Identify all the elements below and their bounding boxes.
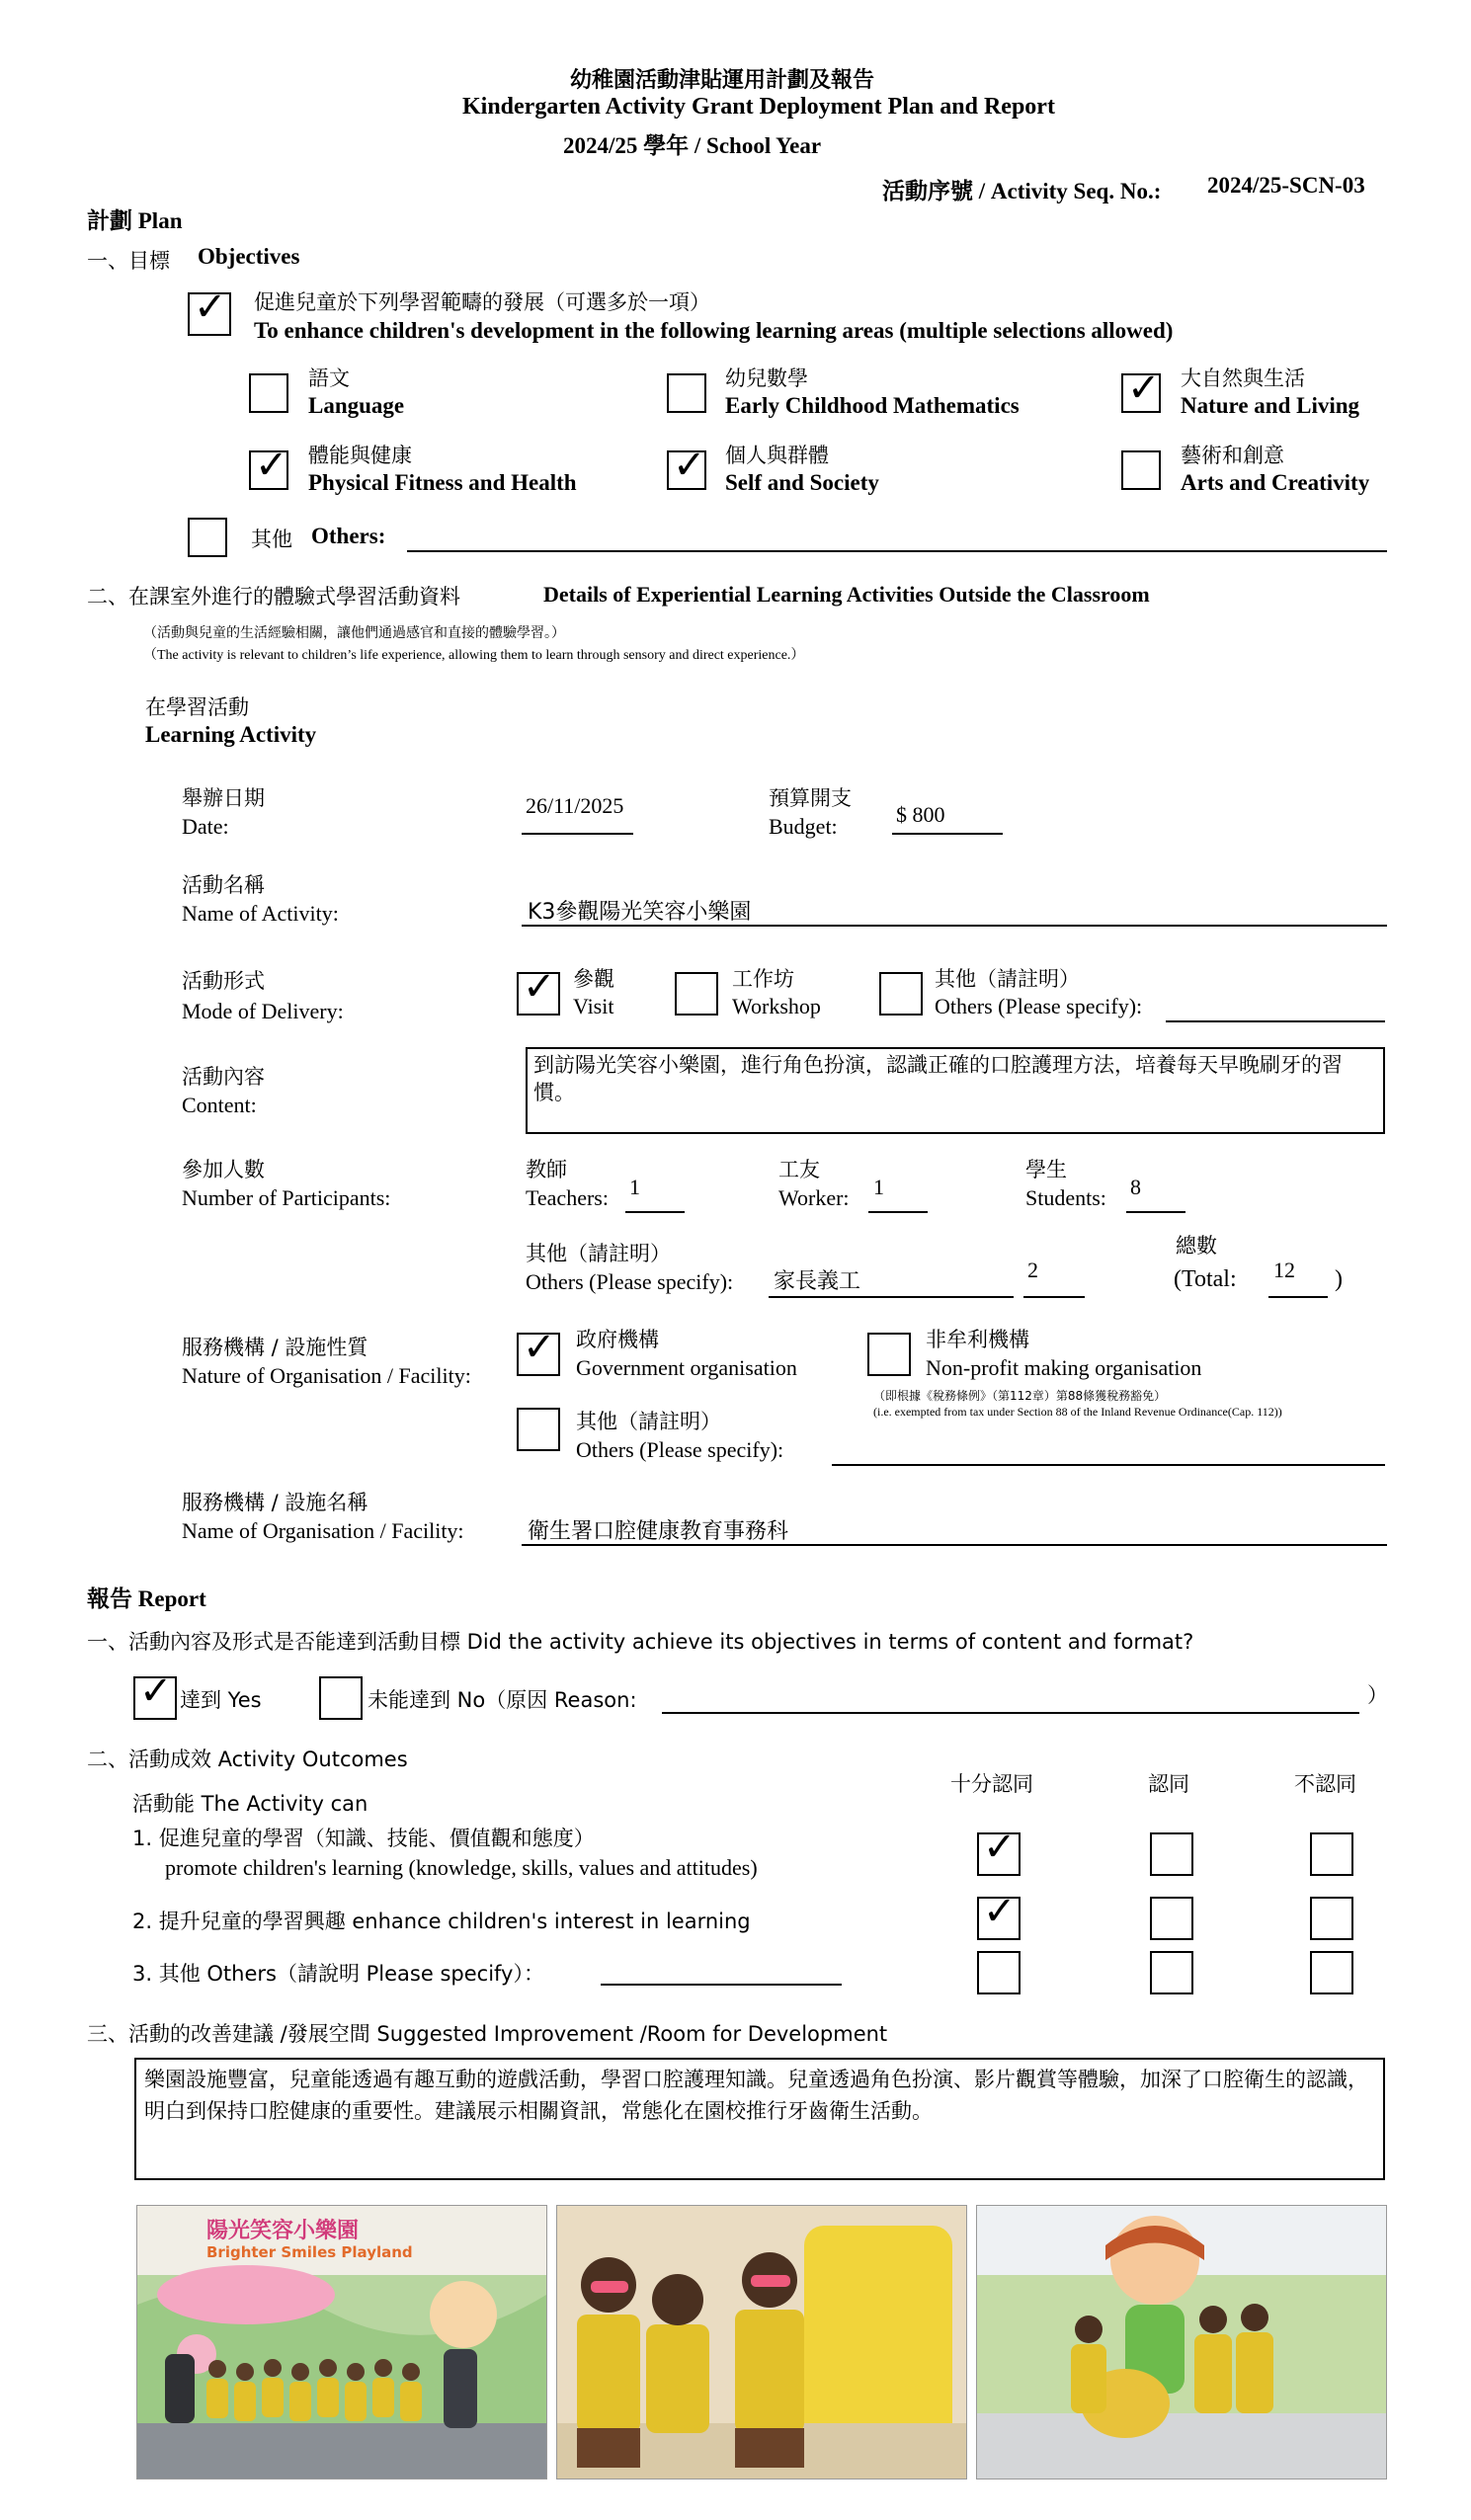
outcome-1-strong-checkbox[interactable]: ✓ — [977, 1832, 1021, 1876]
content-en: Content: — [182, 1093, 257, 1117]
area-math-zh: 幼兒數學 — [725, 366, 808, 390]
plan-heading: 計劃 Plan — [87, 208, 183, 233]
mode-visit-zh: 參觀 — [573, 967, 614, 991]
photo-mascot — [976, 2205, 1387, 2479]
outcome-2-agree-checkbox[interactable] — [1150, 1897, 1193, 1940]
students-line — [1126, 1211, 1185, 1213]
outcome-1-disagree-checkbox[interactable] — [1310, 1832, 1353, 1876]
no-reason-line[interactable] — [662, 1712, 1359, 1714]
mode-en: Mode of Delivery: — [182, 999, 344, 1023]
date-line — [522, 833, 633, 835]
date-zh: 舉辦日期 — [182, 786, 265, 810]
teachers-line — [625, 1211, 685, 1213]
worker-value[interactable]: 1 — [873, 1175, 884, 1199]
activity-name-value[interactable]: K3參觀陽光笑容小樂園 — [528, 900, 752, 925]
improve-heading: 三、活動的改善建議 /發展空間 Suggested Improvement /Room for Development — [87, 2022, 888, 2046]
content-value: 到訪陽光笑容小樂園，進行角色扮演，認識正確的口腔護理方法，培養每天早晚刷牙的習慣。 — [533, 1053, 1343, 1104]
org-gov-checkbox[interactable]: ✓ — [517, 1333, 560, 1376]
details-heading-en: Details of Experiential Learning Activities Outside the Classroom — [543, 582, 1150, 607]
content-zh: 活動內容 — [182, 1065, 265, 1089]
outcome-3-agree-checkbox[interactable] — [1150, 1951, 1193, 1994]
mode-workshop-en: Workshop — [732, 994, 821, 1018]
outcome-1-zh: 1. 促進兒童的學習（知識、技能、價值觀和態度） — [132, 1827, 595, 1850]
mode-visit-en: Visit — [573, 994, 614, 1018]
teachers-zh: 教師 — [526, 1158, 567, 1181]
activity-name-zh: 活動名稱 — [182, 873, 265, 897]
students-zh: 學生 — [1025, 1158, 1067, 1181]
mode-visit-checkbox[interactable]: ✓ — [517, 972, 560, 1016]
budget-value[interactable]: $ 800 — [896, 802, 945, 827]
details-heading-zh: 二、在課室外進行的體驗式學習活動資料 — [87, 585, 460, 609]
org-gov-en: Government organisation — [576, 1355, 797, 1380]
activity-name-line — [522, 925, 1387, 927]
mode-workshop-zh: 工作坊 — [732, 967, 794, 991]
photo-group-sign — [136, 2205, 547, 2479]
objectives-heading-en: Objectives — [198, 244, 300, 269]
total-zh: 總數 — [1176, 1234, 1217, 1258]
outcome-2: 2. 提升兒童的學習興趣 enhance children's interest in learning — [132, 1910, 751, 1933]
yes-checkbox[interactable]: ✓ — [133, 1676, 177, 1720]
budget-en: Budget: — [769, 814, 838, 839]
seq-value: 2024/25-SCN-03 — [1207, 173, 1365, 198]
no-close: ） — [1367, 1683, 1388, 1707]
outcome-2-strong-checkbox[interactable]: ✓ — [977, 1897, 1021, 1940]
area-fitness-zh: 體能與健康 — [308, 444, 412, 467]
org-nature-zh: 服務機構 / 設施性質 — [182, 1336, 368, 1359]
org-other-line[interactable] — [832, 1464, 1385, 1466]
outcome-2-disagree-checkbox[interactable] — [1310, 1897, 1353, 1940]
enhance-en: To enhance children's development in the following learning areas (multiple selections allowed) — [254, 318, 1174, 343]
mode-others-line[interactable] — [1166, 1020, 1385, 1022]
org-nonprofit-note-en: (i.e. exempted from tax under Section 88 of the Inland Revenue Ordinance(Cap. 112)) — [873, 1405, 1282, 1419]
area-language-checkbox[interactable] — [249, 373, 288, 413]
mode-others-zh: 其他（請註明） — [935, 967, 1080, 991]
objectives-others-line[interactable] — [407, 550, 1387, 552]
worker-line — [868, 1211, 928, 1213]
org-nonprofit-note-zh: （即根據《稅務條例》（第112章）第88條獲稅務豁免） — [873, 1389, 1167, 1403]
area-language-en: Language — [308, 393, 405, 418]
enhance-checkbox[interactable]: ✓ — [188, 292, 231, 336]
area-language-zh: 語文 — [308, 366, 350, 390]
mode-zh: 活動形式 — [182, 969, 265, 993]
col-disagree: 不認同 — [1294, 1772, 1356, 1796]
others-participants-line — [769, 1296, 1014, 1298]
others-participants-text[interactable]: 家長義工 — [774, 1269, 861, 1294]
outcome-3-disagree-checkbox[interactable] — [1310, 1951, 1353, 1994]
learning-activity-en: Learning Activity — [145, 722, 317, 747]
total-value[interactable]: 12 — [1273, 1258, 1295, 1282]
details-note-en: （The activity is relevant to children’s life experience, allowing them to learn through sensory and direct experience.） — [143, 648, 805, 663]
org-name-zh: 服務機構 / 設施名稱 — [182, 1491, 368, 1514]
improve-box[interactable] — [134, 2058, 1385, 2180]
school-year: 2024/25 學年 / School Year — [563, 133, 822, 158]
mode-others-checkbox[interactable] — [879, 972, 923, 1016]
others-participants-value[interactable]: 2 — [1027, 1258, 1038, 1282]
photo-role-play — [556, 2205, 967, 2479]
org-nature-en: Nature of Organisation / Facility: — [182, 1363, 471, 1388]
org-other-en: Others (Please specify): — [576, 1437, 784, 1462]
teachers-value[interactable]: 1 — [629, 1175, 640, 1199]
details-note-zh: （活動與兒童的生活經驗相關，讓他們通過感官和直接的體驗學習。） — [143, 625, 565, 641]
objectives-heading-zh: 一、目標 — [87, 249, 170, 273]
area-arts-zh: 藝術和創意 — [1181, 444, 1284, 467]
participants-en: Number of Participants: — [182, 1185, 391, 1210]
area-fitness-checkbox[interactable]: ✓ — [249, 450, 288, 490]
participants-zh: 參加人數 — [182, 1158, 265, 1181]
worker-zh: 工友 — [778, 1158, 820, 1181]
org-nonprofit-checkbox[interactable] — [867, 1333, 911, 1376]
date-en: Date: — [182, 814, 229, 839]
activity-name-en: Name of Activity: — [182, 901, 339, 926]
objectives-others-zh: 其他 — [251, 528, 292, 551]
activity-can: 活動能 The Activity can — [132, 1792, 368, 1816]
org-name-line — [522, 1544, 1387, 1546]
area-nature-checkbox[interactable]: ✓ — [1121, 373, 1161, 413]
col-strongly-agree: 十分認同 — [950, 1772, 1033, 1796]
area-arts-checkbox[interactable] — [1121, 450, 1161, 490]
photo-sign-zh: 陽光笑容小樂園 — [206, 2219, 360, 2243]
outcome-3-strong-checkbox[interactable] — [977, 1951, 1021, 1994]
budget-zh: 預算開支 — [769, 786, 852, 810]
area-self-en: Self and Society — [725, 470, 879, 495]
others-participants-zh: 其他（請註明） — [526, 1242, 671, 1265]
org-name-value[interactable]: 衛生署口腔健康教育事務科 — [528, 1519, 789, 1544]
outcome-3-line[interactable] — [601, 1984, 842, 1986]
teachers-en: Teachers: — [526, 1185, 609, 1210]
area-fitness-en: Physical Fitness and Health — [308, 470, 577, 495]
area-arts-en: Arts and Creativity — [1181, 470, 1370, 495]
students-value[interactable]: 8 — [1130, 1175, 1141, 1199]
col-agree: 認同 — [1148, 1772, 1189, 1796]
report-q1: 一、活動內容及形式是否能達到活動目標 Did the activity achieve its objectives in terms of content and format? — [87, 1630, 1194, 1654]
org-name-en: Name of Organisation / Facility: — [182, 1518, 464, 1543]
area-self-checkbox[interactable]: ✓ — [667, 450, 706, 490]
worker-en: Worker: — [778, 1185, 850, 1210]
org-other-zh: 其他（請註明） — [576, 1410, 721, 1433]
objectives-others-en: Others: — [311, 524, 386, 548]
total-close: ) — [1335, 1266, 1343, 1292]
enhance-zh: 促進兒童於下列學習範疇的發展（可選多於一項） — [254, 290, 710, 314]
org-gov-zh: 政府機構 — [576, 1328, 659, 1351]
area-nature-zh: 大自然與生活 — [1181, 366, 1305, 390]
objectives-others-checkbox[interactable] — [188, 518, 227, 557]
outcomes-heading: 二、活動成效 Activity Outcomes — [87, 1748, 408, 1771]
students-en: Students: — [1025, 1185, 1106, 1210]
yes-label: 達到 Yes — [180, 1688, 262, 1712]
total-line — [1268, 1296, 1328, 1298]
seq-label: 活動序號 / Activity Seq. No.: — [882, 179, 1162, 203]
outcome-1-en: promote children's learning (knowledge, skills, values and attitudes) — [165, 1855, 758, 1880]
org-other-checkbox[interactable] — [517, 1408, 560, 1451]
area-math-checkbox[interactable] — [667, 373, 706, 413]
report-heading: 報告 Report — [87, 1586, 206, 1611]
photo-sign-en: Brighter Smiles Playland — [206, 2243, 413, 2261]
org-nonprofit-zh: 非牟利機構 — [926, 1328, 1029, 1351]
outcome-1-agree-checkbox[interactable] — [1150, 1832, 1193, 1876]
content-box[interactable] — [526, 1047, 1385, 1134]
outcome-3: 3. 其他 Others（請說明 Please specify）： — [132, 1962, 544, 1986]
others-participants-en: Others (Please specify): — [526, 1269, 734, 1294]
mode-workshop-checkbox[interactable] — [675, 972, 718, 1016]
area-math-en: Early Childhood Mathematics — [725, 393, 1020, 418]
others-value-line — [1023, 1296, 1085, 1298]
total-en: (Total: — [1174, 1266, 1237, 1292]
date-value[interactable]: 26/11/2025 — [526, 793, 624, 818]
learning-activity-zh: 在學習活動 — [145, 695, 249, 719]
budget-line — [892, 833, 1003, 835]
title-en: Kindergarten Activity Grant Deployment Plan and Report — [462, 94, 1055, 120]
area-nature-en: Nature and Living — [1181, 393, 1360, 418]
title-zh: 幼稚園活動津貼運用計劃及報告 — [570, 68, 875, 93]
no-label: 未能達到 No（原因 Reason: — [368, 1688, 637, 1712]
improve-text: 樂園設施豐富，兒童能透過有趣互動的遊戲活動，學習口腔護理知識。兒童透過角色扮演、影片觀賞等體驗，加深了口腔衛生的認識，明白到保持口腔健康的重要性。建議展示相關資訊，常態化在園校推行牙齒衛生活動。 — [144, 2068, 1368, 2123]
no-checkbox[interactable] — [319, 1676, 363, 1720]
org-nonprofit-en: Non-profit making organisation — [926, 1355, 1202, 1380]
area-self-zh: 個人與群體 — [725, 444, 829, 467]
mode-others-en: Others (Please specify): — [935, 994, 1143, 1018]
